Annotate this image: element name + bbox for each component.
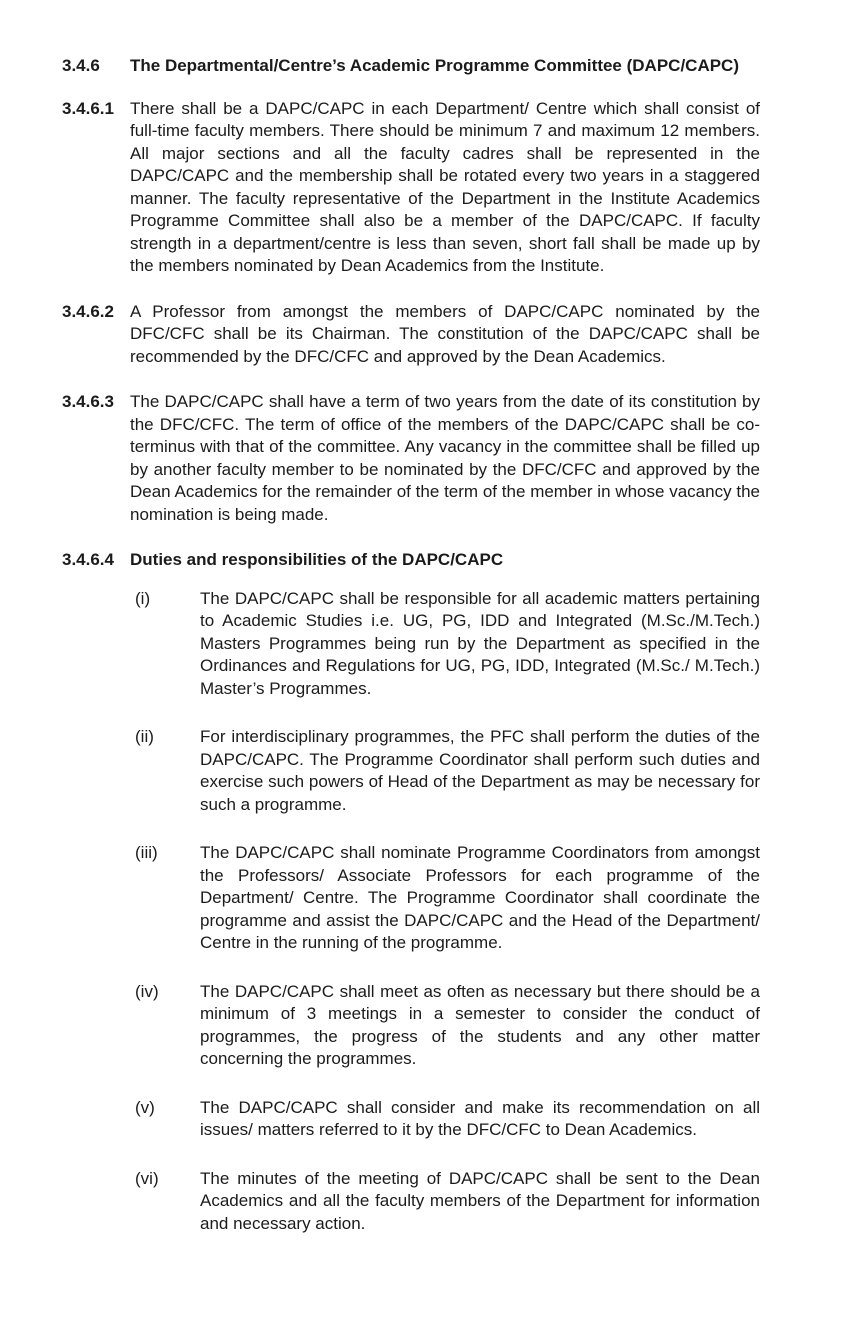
list-item-text: For interdisciplinary programmes, the PFC shall perform the duties of the DAPC/CAPC. The Programme Coordinator shall perform such duties and exercise such powers of Head of the Department as may be necessary for such a programme.	[200, 727, 760, 814]
section-heading	[62, 55, 760, 78]
clause-3-4-6-1	[62, 98, 760, 278]
list-item-text: The minutes of the meeting of DAPC/CAPC shall be sent to the Dean Academics and all the faculty members of the Department for information and necessary action.	[200, 1168, 760, 1233]
section-title: The Departmental/Centre’s Academic Programme Committee (DAPC/CAPC)	[130, 56, 739, 75]
clause-3-4-6-3	[62, 391, 760, 526]
duty-item-ii	[135, 726, 760, 816]
subheading-title: Duties and responsibilities of the DAPC/CAPC	[130, 550, 504, 569]
list-marker: (ii)	[135, 727, 154, 746]
clause-3-4-6-2	[62, 301, 760, 369]
list-marker: (iv)	[135, 981, 159, 1001]
section-number: 3.4.6	[62, 56, 100, 75]
list-marker: (vi)	[135, 1168, 159, 1188]
list-marker: (i)	[135, 588, 151, 608]
list-item-text: The DAPC/CAPC shall consider and make its recommendation on all issues/ matters referred to it by the DFC/CFC to Dean Academics.	[200, 1097, 760, 1139]
clause-text: The DAPC/CAPC shall have a term of two years from the date of its constitution by the DFC/CFC. The term of office of the members of the DAPC/CAPC shall be co-terminus with that of the committee. Any vacancy in the committee shall be filled up by another faculty member to be nominated by the DFC/CFC and approved by the Dean Academics for the remainder of the term of the member in whose vacancy the nomination is being made.	[130, 392, 760, 524]
list-marker: (iii)	[135, 843, 158, 862]
duty-item-iv	[135, 981, 760, 1071]
list-item-text: The DAPC/CAPC shall be responsible for all academic matters pertaining to Academic Studies i.e. UG, PG, IDD and Integrated (M.Sc./M.Tech.) Masters Programmes being run by the Department as specified in the Ordinances and Regulations for UG, PG, IDD, Integrated (M.Sc./ M.Tech.) Master’s Programmes.	[200, 588, 760, 698]
duty-item-v	[135, 1097, 760, 1142]
list-marker: (v)	[135, 1097, 155, 1117]
clause-number: 3.4.6.4	[62, 550, 114, 569]
clause-text: A Professor from amongst the members of DAPC/CAPC nominated by the DFC/CFC shall be its Chairman. The constitution of the DAPC/CAPC shall be recommended by the DFC/CFC and approved by the Dean Academics.	[130, 301, 760, 366]
clause-number: 3.4.6.2	[62, 301, 114, 321]
clause-text: There shall be a DAPC/CAPC in each Department/ Centre which shall consist of full-time faculty members. There should be minimum 7 and maximum 12 members. All major sections and all the faculty cadres shall be represented in the DAPC/CAPC and the membership shall be rotated every two years in a staggered manner. The faculty representative of the Department in the Institute Academics Programme Committee shall also be a member of the DAPC/CAPC. If faculty strength in a department/centre is less than seven, short fall shall be made up by the members nominated by Dean Academics from the Institute.	[130, 98, 760, 275]
duty-item-i	[135, 588, 760, 701]
clause-3-4-6-4-subheading	[62, 549, 760, 572]
list-item-text: The DAPC/CAPC shall meet as often as necessary but there should be a minimum of 3 meetings in a semester to consider the conduct of programmes, the progress of the students and any other matter concerning the programmes.	[200, 981, 760, 1068]
list-item-text: The DAPC/CAPC shall nominate Programme Coordinators from amongst the Professors/ Associate Professors for each programme of the Department/ Centre. The Programme Coordinator shall coordinate the programme and assist the DAPC/CAPC and the Head of the Department/ Centre in the running of the programme.	[200, 843, 760, 952]
clause-number: 3.4.6.3	[62, 392, 114, 411]
clause-number: 3.4.6.1	[62, 98, 114, 118]
duty-item-iii	[135, 842, 760, 955]
duty-item-vi	[135, 1168, 760, 1236]
